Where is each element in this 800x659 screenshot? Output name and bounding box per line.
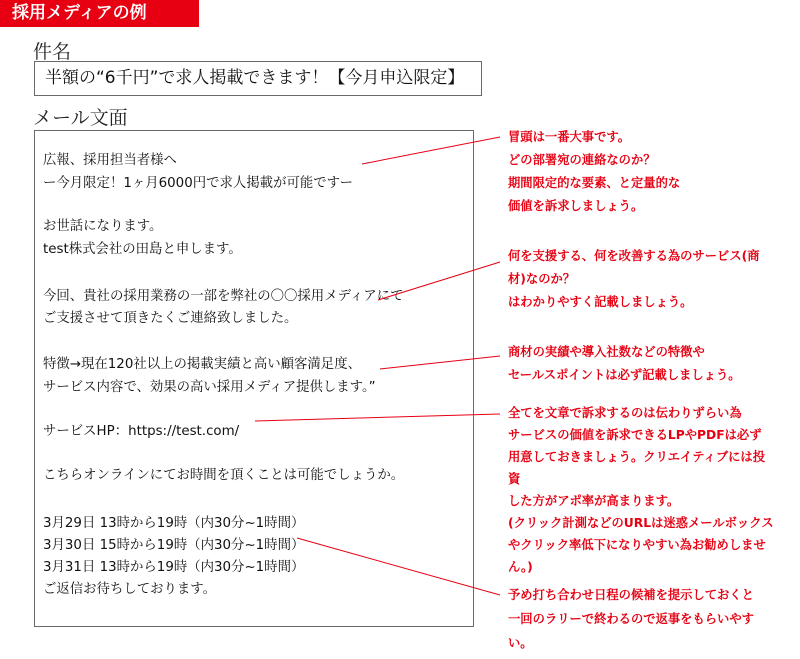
mail-line: 3月30日 15時から19時（内30分~1時間）	[43, 538, 305, 553]
mail-line: こちらオンラインにてお時間を頂くことは可能でしょうか。	[43, 468, 405, 483]
mail-line: ー今月限定！1ヶ月6000円で求人掲載が可能ですー	[43, 176, 354, 191]
header-tag: 採用メディアの例	[0, 0, 199, 27]
note-3: 商材の実績や導入社数などの特徴や セールスポイントは必ず記載しましょう。	[508, 345, 741, 382]
mail-label: メール文面	[33, 107, 128, 129]
mail-line: test株式会社の田島と申します。	[43, 242, 242, 257]
connector-line-4	[255, 414, 500, 421]
mail-line: サービス内容で、効果の高い採用メディア提供します。”	[43, 380, 376, 395]
mail-line: 3月31日 13時から19時（内30分~1時間）	[43, 560, 305, 575]
note-1: 冒頭は一番大事です。 どの部署宛の連絡なのか？ 期間限定的な要素、と定量的な 価値を訴求しましょう。	[508, 130, 681, 213]
mail-line: サービスHP：https://test.com/	[43, 424, 240, 439]
subject-label: 件名	[33, 41, 72, 63]
connector-line-1	[362, 137, 500, 164]
connector-line-5	[297, 538, 500, 595]
mail-line: ご支援させて頂きたくご連絡致しました。	[43, 311, 298, 326]
mail-line: ご返信お待ちしております。	[43, 582, 217, 597]
note-2: 何を支援する、何を改善する為のサービス(商 材)なのか？ はわかりやすく記載しましょう。	[508, 249, 760, 309]
mail-line: お世話になります。	[43, 219, 163, 234]
connector-line-2	[378, 262, 500, 300]
mail-line: 3月29日 13時から19時（内30分~1時間）	[43, 516, 305, 531]
subject-box: 半額の“6千円”で求人掲載できます！【今月申込限定】	[34, 61, 482, 96]
note-4: 全てを文章で訴求するのは伝わりずらい為 サービスの価値を訴求できるLPやPDFは必ず 用意しておきましょう。クリエイティブには投 資 した方がアポ率が高まります。 (クリック計測などのURLは迷惑メールボックス やクリック率低下になりやすい為お勧めしませ ん。)	[508, 406, 774, 574]
mail-line: 特徴→現在120社以上の掲載実績と高い顧客満足度、	[43, 357, 361, 372]
mail-line: 広報、採用担当者様へ	[43, 153, 177, 168]
note-5: 予め打ち合わせ日程の候補を提示しておくと 一回のラリーで終わるので返事をもらいやす い。	[508, 588, 754, 650]
mail-line: 今回、貴社の採用業務の一部を弊社の〇〇採用メディアにて	[43, 289, 404, 304]
connector-line-3	[380, 356, 500, 369]
